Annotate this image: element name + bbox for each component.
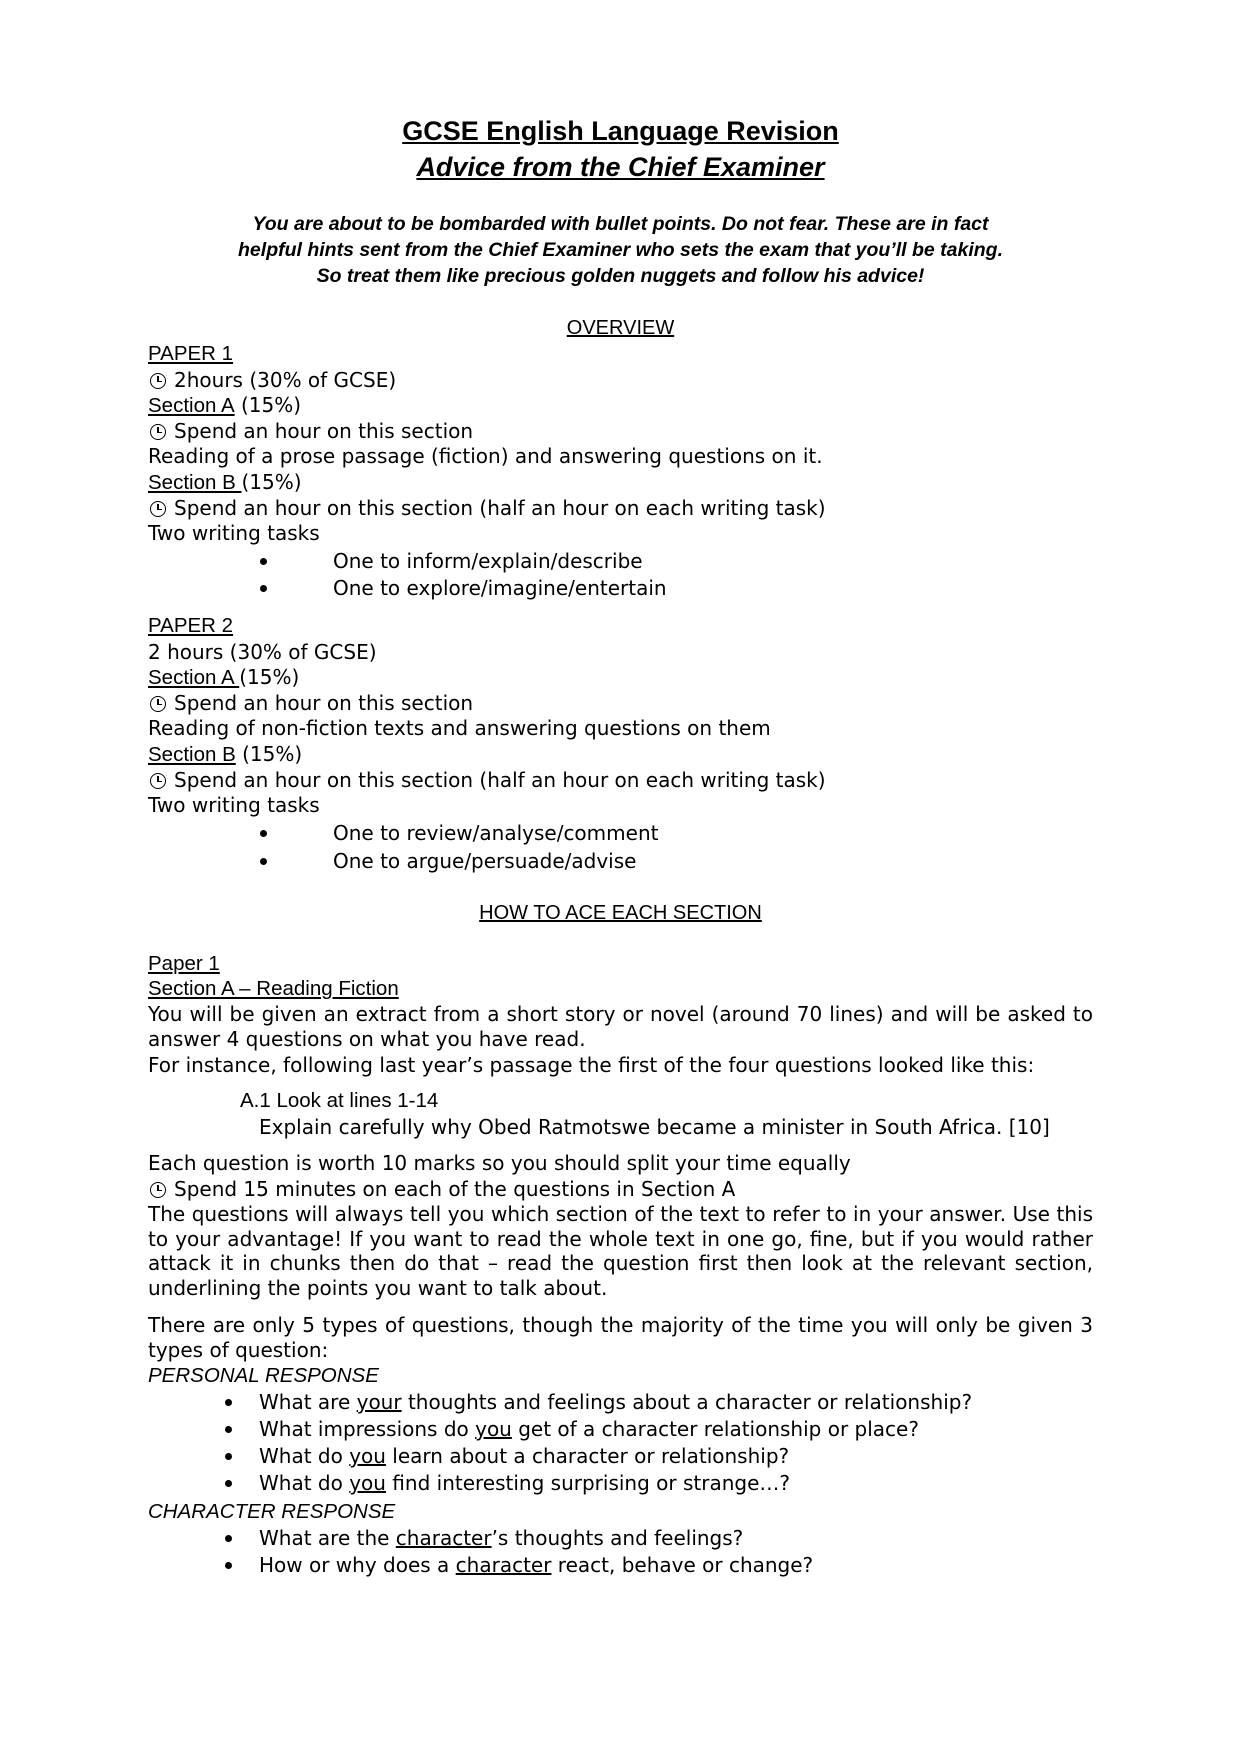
paper1-section-a-desc: Reading of a prose passage (fiction) and answering questions on it. xyxy=(148,444,823,468)
bullet-icon xyxy=(225,1399,232,1406)
character-response-heading: CHARACTER RESPONSE xyxy=(148,1500,396,1523)
paper2-heading: PAPER 2 xyxy=(148,614,234,637)
paper2-task-2: One to argue/persuade/advise xyxy=(333,849,637,873)
paper1-task-2: One to explore/imagine/entertain xyxy=(333,576,667,600)
bullet-icon xyxy=(225,1562,232,1569)
ace-heading: HOW TO ACE EACH SECTION xyxy=(479,902,762,924)
bullet-icon xyxy=(260,858,267,865)
clock-icon xyxy=(150,424,166,440)
intro-line-2: helpful hints sent from the Chief Examiner who sets the exam that you’ll be taking. xyxy=(238,239,1003,261)
clock-icon xyxy=(150,696,166,712)
ace-para-1: You will be given an extract from a short story or novel (around 70 lines) and will be asked to answer 4 questions on what you have read. xyxy=(148,1002,1093,1051)
subtitle: Advice from the Chief Examiner xyxy=(416,152,825,182)
bullet-icon xyxy=(260,558,267,565)
bullet-icon xyxy=(225,1535,232,1542)
example-text: Explain carefully why Obed Ratmotswe became a minister in South Africa. [10] xyxy=(259,1115,1050,1139)
personal-item-2: What impressions do you get of a character relationship or place? xyxy=(259,1417,919,1441)
time-text: Spend 15 minutes on each of the questions in Section A xyxy=(150,1177,735,1201)
personal-item-4: What do you find interesting surprising or strange…? xyxy=(259,1471,790,1495)
paper1-section-b: Section B (15%) xyxy=(148,470,302,494)
paper2-section-b-desc: Two writing tasks xyxy=(148,793,320,817)
paper2-section-b: Section B (15%) xyxy=(148,742,303,766)
paper2-section-a-desc: Reading of non-fiction texts and answering questions on them xyxy=(148,716,771,740)
personal-item-3: What do you learn about a character or relationship? xyxy=(259,1444,790,1468)
clock-icon xyxy=(150,373,166,389)
paper2-duration: 2 hours (30% of GCSE) xyxy=(148,640,377,664)
marks-text: Each question is worth 10 marks so you should split your time equally xyxy=(148,1151,851,1175)
clock-icon xyxy=(150,773,166,789)
paper1-section-a-time: Spend an hour on this section xyxy=(150,419,473,443)
title: GCSE English Language Revision xyxy=(402,116,839,146)
bullet-icon xyxy=(260,830,267,837)
bullet-icon xyxy=(225,1426,232,1433)
personal-response-heading: PERSONAL RESPONSE xyxy=(148,1364,379,1387)
paper1-heading: PAPER 1 xyxy=(148,342,234,365)
character-item-2: How or why does a character react, behave or change? xyxy=(259,1553,814,1577)
bullet-icon xyxy=(260,585,267,592)
ace-para-3: There are only 5 types of questions, though the majority of the time you will only be given 3 types of question: xyxy=(148,1313,1093,1362)
bullet-icon xyxy=(225,1453,232,1460)
paper2-section-b-time: Spend an hour on this section (half an hour on each writing task) xyxy=(150,768,826,792)
paper1-section-a: Section A (15%) xyxy=(148,393,302,417)
example-question: A.1 Look at lines 1-14 xyxy=(240,1089,439,1112)
ace-para-2: The questions will always tell you which section of the text to refer to in your answer. Use this to your advantage! If you want to read the whole text in one go, fine, but if you would rather attack it in chunks then do that – read the question first then look at the relevant section, underlining the points you want to talk about. xyxy=(148,1202,1093,1300)
paper2-section-a: Section A (15%) xyxy=(148,665,300,689)
paper1-section-b-time: Spend an hour on this section (half an hour on each writing task) xyxy=(150,496,826,520)
paper1-task-1: One to inform/explain/describe xyxy=(333,549,643,573)
ace-section-heading: Section A – Reading Fiction xyxy=(148,977,399,1000)
paper2-section-a-time: Spend an hour on this section xyxy=(150,691,473,715)
paper1-section-b-desc: Two writing tasks xyxy=(148,521,320,545)
intro-line-3: So treat them like precious golden nuggets and follow his advice! xyxy=(316,265,925,287)
clock-icon xyxy=(150,1182,166,1198)
ace-para-1b: For instance, following last year’s passage the first of the four questions looked like this: xyxy=(148,1053,1035,1077)
character-item-1: What are the character’s thoughts and feelings? xyxy=(259,1526,744,1550)
clock-icon xyxy=(150,501,166,517)
ace-paper-heading: Paper 1 xyxy=(148,952,220,975)
bullet-icon xyxy=(225,1480,232,1487)
intro-line-1: You are about to be bombarded with bullet points. Do not fear. These are in fact xyxy=(252,213,989,235)
personal-item-1: What are your thoughts and feelings about a character or relationship? xyxy=(259,1390,973,1414)
paper2-task-1: One to review/analyse/comment xyxy=(333,821,659,845)
paper1-duration: 2hours (30% of GCSE) xyxy=(150,368,396,392)
overview-heading: OVERVIEW xyxy=(566,317,675,339)
